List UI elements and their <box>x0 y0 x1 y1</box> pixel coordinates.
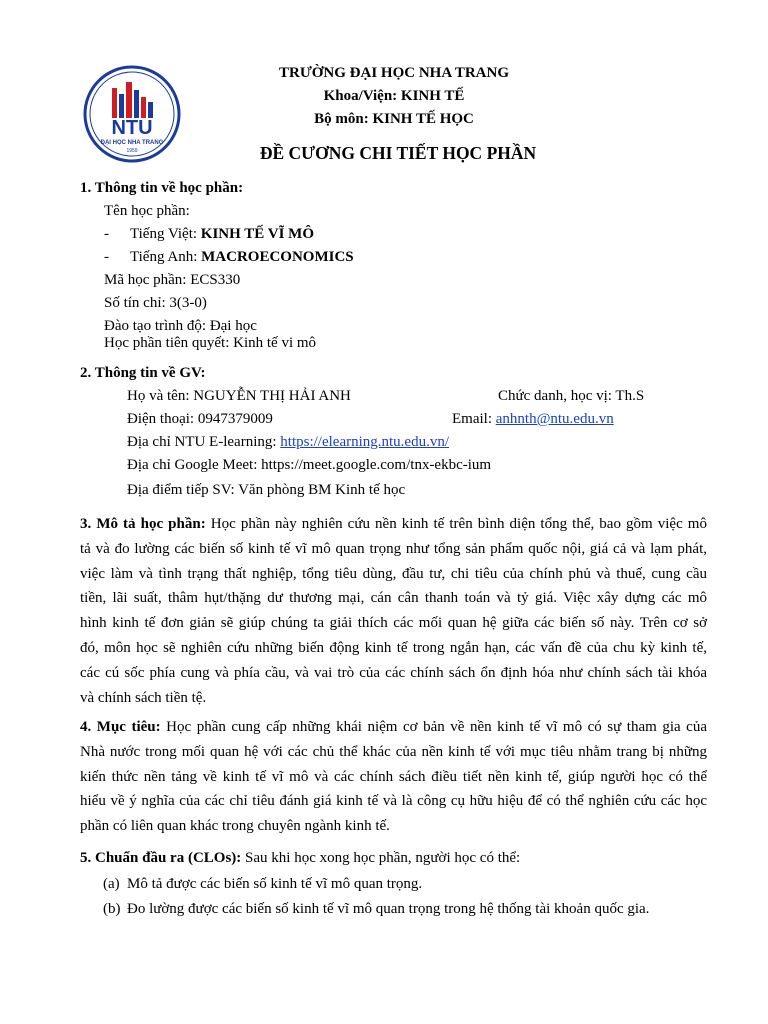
dash-marker: - <box>104 249 109 265</box>
google-meet-row: Địa chỉ Google Meet: https://meet.google.com/tnx-ekbc-ium <box>127 457 492 473</box>
section-3-description <box>80 512 707 710</box>
paragraph-line: tả và đo lường các biến số kinh tế vĩ mô quan trọng như tổng sản phẩm quốc nội, giá cả và lạm phát, <box>80 540 707 557</box>
faculty-name: Khoa/Viện: KINH TẾ <box>323 88 465 104</box>
paragraph-line: đó, môn học sẽ nghiên cứu những biến động kinh tế trong ngắn hạn, các vấn đề của chu kỳ kinh tế, <box>80 639 707 656</box>
university-name: TRƯỜNG ĐẠI HỌC NHA TRANG <box>278 65 510 81</box>
clo-marker: (a) <box>103 876 120 892</box>
course-name-vietnamese: - Tiếng Việt: KINH TẾ VĨ MÔ <box>104 226 314 242</box>
paragraph-line: và chính sách tiền tệ. <box>80 689 207 706</box>
course-name-vn-value: KINH TẾ VĨ MÔ <box>200 226 314 242</box>
paragraph-line: hiểu về ý nghĩa của các chỉ tiêu đánh giá kinh tế và là công cụ hữu hiệu để có thể nghiên cứu các học <box>80 793 707 810</box>
dash-marker: - <box>104 226 109 242</box>
course-name-en-value: MACROECONOMICS <box>201 249 354 265</box>
lecturer-email-row: Email: anhnth@ntu.edu.vn <box>452 411 614 427</box>
section-5-row: 5. Chuẩn đầu ra (CLOs): Sau khi học xong học phần, người học có thể: <box>80 850 521 866</box>
course-name-label: Tên học phần: <box>104 203 190 219</box>
clo-item <box>103 901 649 918</box>
section-4-heading: 4. Mục tiêu: <box>80 719 161 735</box>
paragraph-line: kiến thức nền tảng về kinh tế vĩ mô và các chính sách điều tiết nền kinh tế, giúp người học có thể <box>80 768 707 785</box>
elearning-link[interactable]: https://elearning.ntu.edu.vn/ <box>280 434 450 450</box>
paragraph-line: phần có liên quan khác trong chuyên ngành kinh tế. <box>80 818 390 835</box>
paragraph-line: 4. Mục tiêu: Học phần cung cấp những khái niệm cơ bản về nền kinh tế vĩ mô có sự tham gia của <box>80 719 707 735</box>
section-4-objectives <box>80 715 707 839</box>
course-credits: Số tín chỉ: 3(3-0) <box>104 295 207 311</box>
elearning-row: Địa chỉ NTU E-learning: https://elearning.ntu.edu.vn/ <box>127 434 450 450</box>
logo-year: 1959 <box>126 148 138 154</box>
lecturer-name: Họ và tên: NGUYỄN THỊ HẢI ANH <box>127 388 351 404</box>
lecturer-title: Chức danh, học vị: Th.S <box>498 388 645 404</box>
course-code: Mã học phần: ECS330 <box>104 272 241 288</box>
lecturer-phone: Điện thoại: 0947379009 <box>127 411 273 427</box>
clo-text: Mô tả được các biến số kinh tế vĩ mô quan trọng. <box>127 876 423 892</box>
paragraph-line: Nhà nước trong mối quan hệ với các chủ thể khác của nền kinh tế với mục tiêu nhằm trang bị những <box>80 743 707 760</box>
document-title: ĐỀ CƯƠNG CHI TIẾT HỌC PHẦN <box>259 143 537 163</box>
clo-item <box>103 876 422 893</box>
section-1-heading: 1. Thông tin về học phần: <box>80 180 244 196</box>
paragraph-line: hình kinh tế đơn giản sẽ giúp chúng ta giải thích các mối quan hệ giữa các biến số này. Trên cơ sở <box>80 615 707 632</box>
prerequisite: Học phần tiên quyết: Kinh tế vi mô <box>104 335 317 351</box>
section-5-heading: 5. Chuẩn đầu ra (CLOs): <box>80 850 242 866</box>
logo-text: NTU <box>111 117 153 139</box>
office-row: Địa điểm tiếp SV: Văn phòng BM Kinh tế học <box>127 482 406 498</box>
training-level: Đào tạo trình độ: Đại học <box>104 318 257 334</box>
clo-text: Đo lường được các biến số kinh tế vĩ mô quan trọng trong hệ thống tài khoản quốc gia. <box>127 901 650 917</box>
logo-subtext: ĐẠI HỌC NHA TRANG <box>100 140 164 146</box>
course-name-english: - Tiếng Anh: MACROECONOMICS <box>104 249 354 265</box>
paragraph-line: việc làm và tình trạng thất nghiệp, tổng tiêu dùng, đầu tư, chi tiêu của chính phủ và thuế, cung cầu <box>80 565 707 582</box>
paragraph-line: các cú sốc phía cung và phía cầu, và vai trò của các chính sách ổn định hóa như chính sách tài khóa <box>80 664 707 681</box>
paragraph-line: tiền, lãi suất, thâm hụt/thặng dư thương mại, cán cân thanh toán và tỷ giá. Việc xây dựng các mô <box>80 590 707 607</box>
email-link[interactable]: anhnth@ntu.edu.vn <box>495 411 614 427</box>
section-3-heading: 3. Mô tả học phần: <box>80 516 206 532</box>
department-name: Bộ môn: KINH TẾ HỌC <box>314 111 474 127</box>
clo-marker: (b) <box>103 901 121 917</box>
paragraph-line: 3. Mô tả học phần: Học phần này nghiên cứu nền kinh tế trên bình diện tổng thể, bao gồm việc mô <box>80 516 707 532</box>
section-2-heading: 2. Thông tin về GV: <box>80 365 206 381</box>
